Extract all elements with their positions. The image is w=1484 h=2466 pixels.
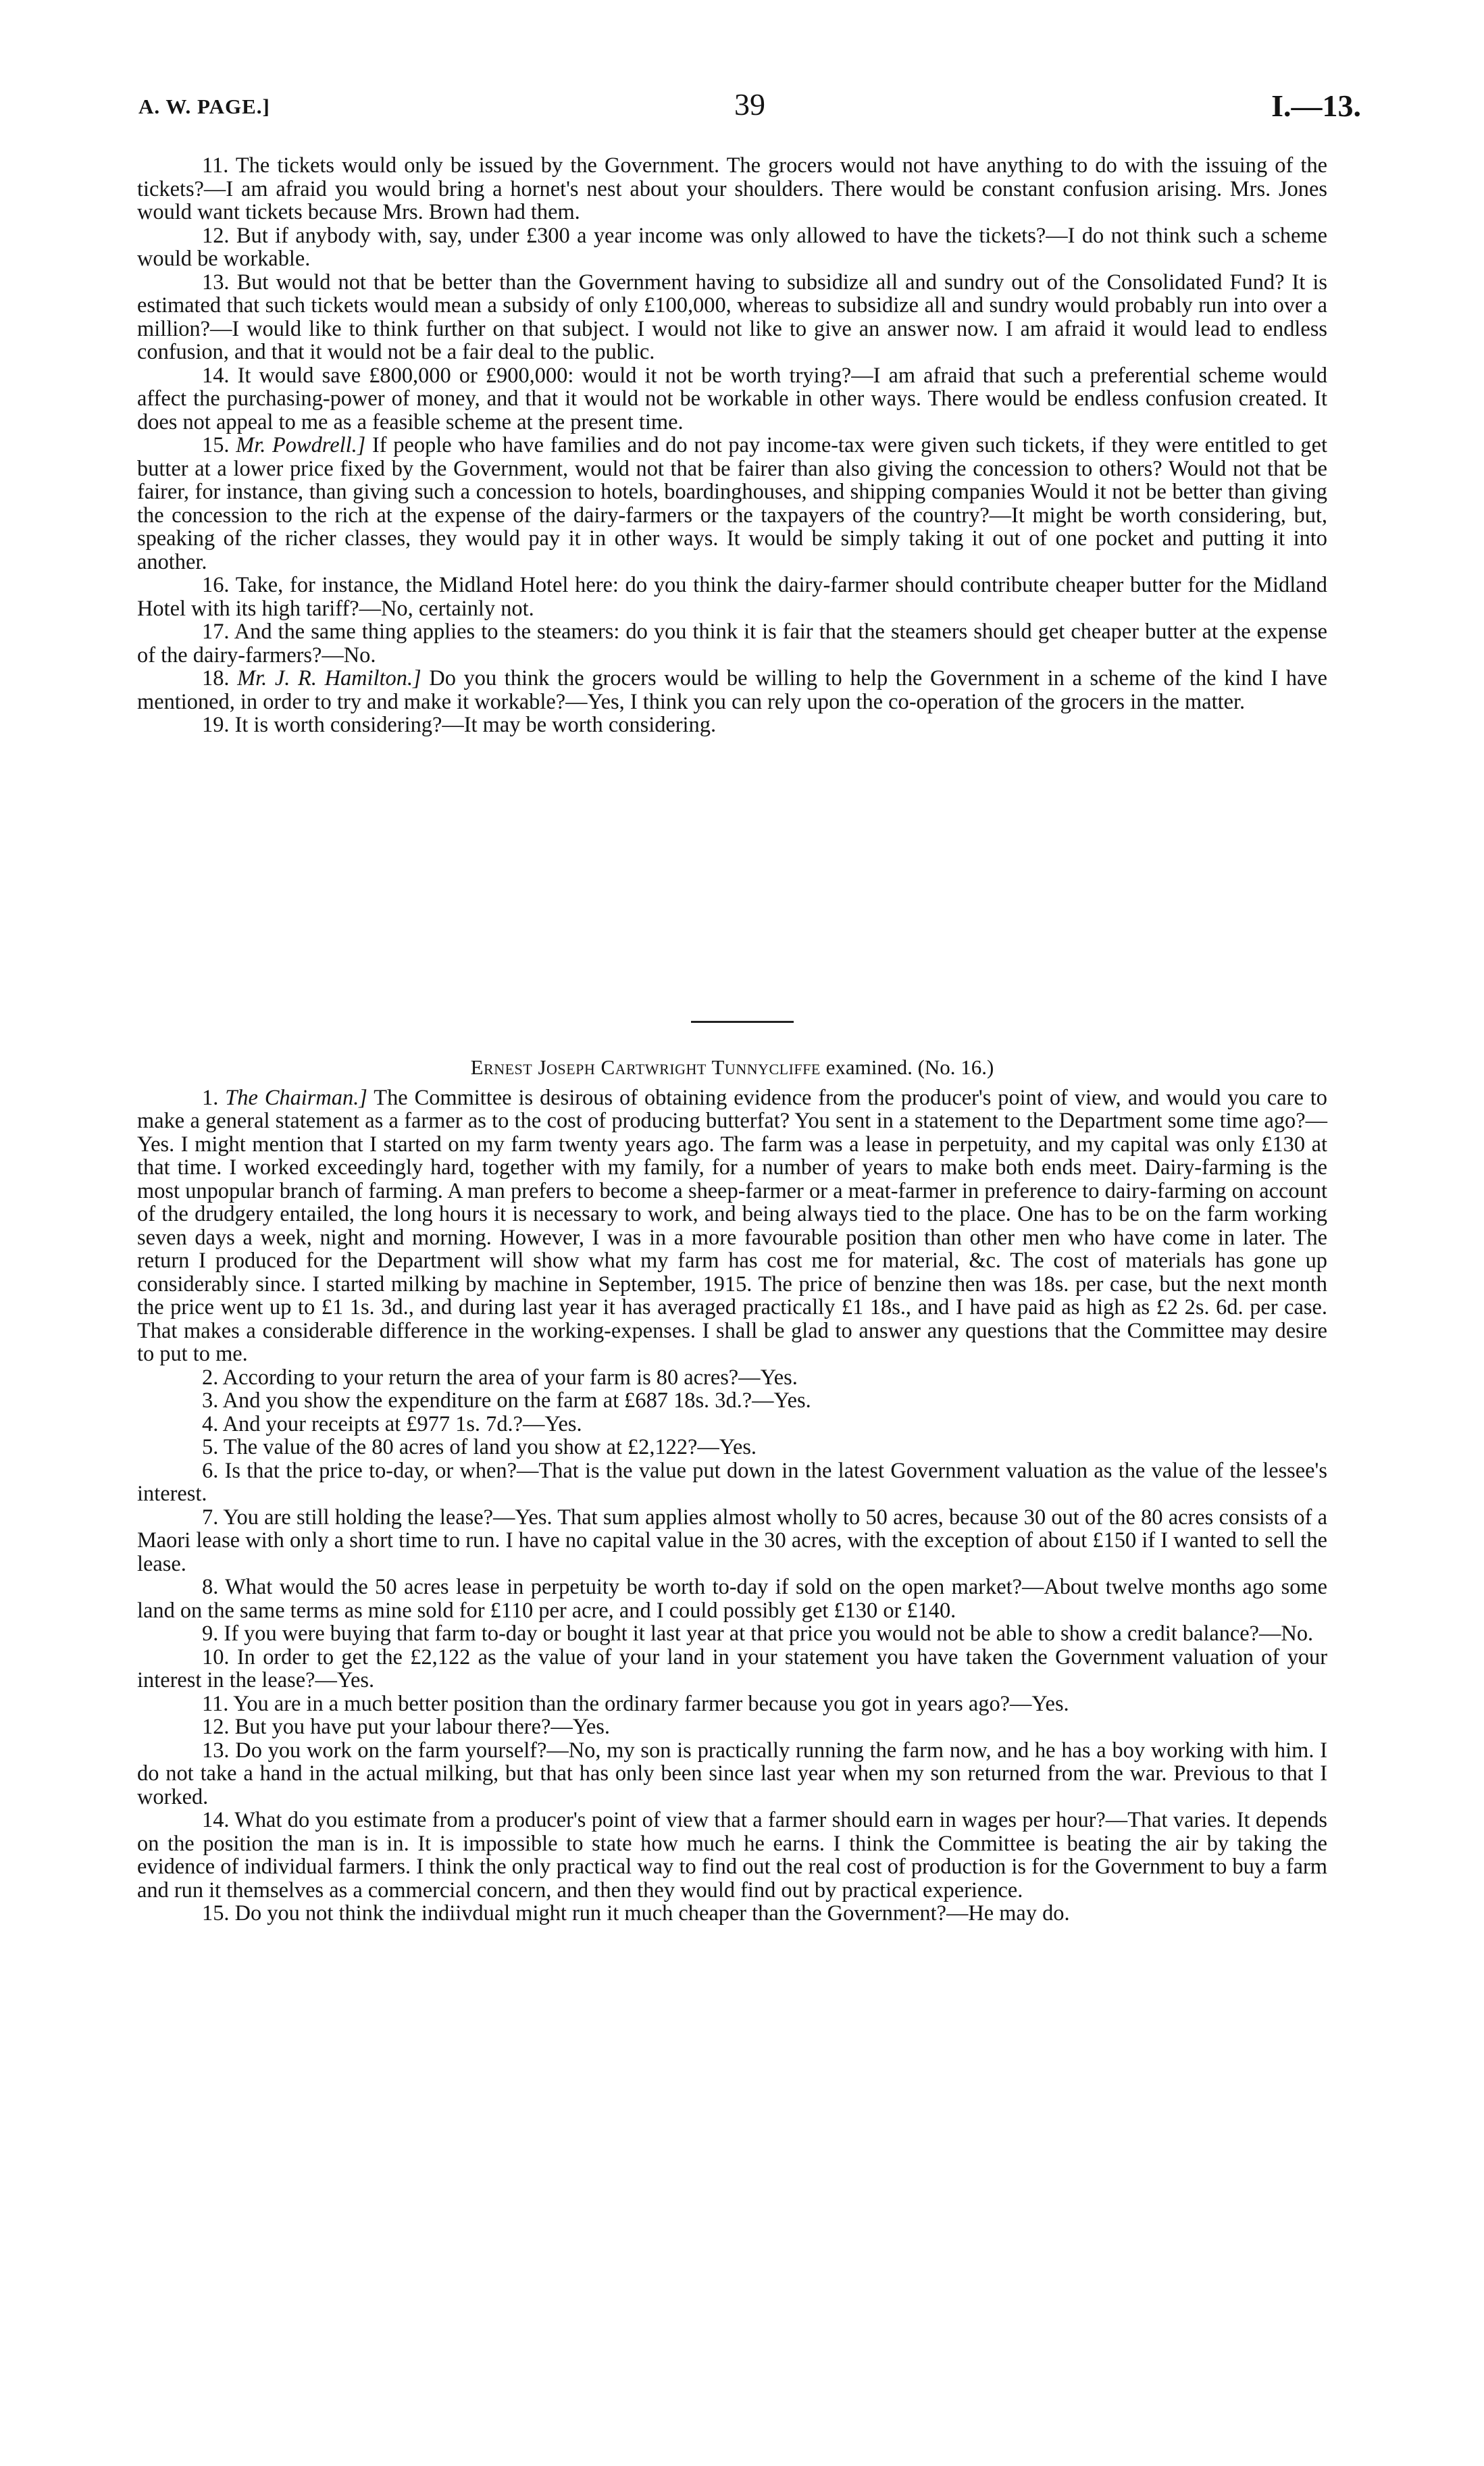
question-paragraph: 12. But you have put your labour there?—Yes. [202,1715,610,1739]
question-paragraph: 12. But if anybody with, say, under £300 a year income was only allowed to have the tickets?—I do not think such a scheme would be workable. [137,223,1327,271]
question-paragraph: 11. You are in a much better position than the ordinary farmer because you got in years ago?—Yes. [202,1691,1069,1716]
section-2-testimony [137,1056,1327,1926]
question-paragraph: 10. In order to get the £2,122 as the value of your land in your statement you have taken the Government valuation of your interest in the lease?—Yes. [137,1644,1327,1692]
question-paragraph: 4. And your receipts at £977 1s. 7d.?—Yes. [202,1411,582,1436]
question-paragraph: 16. Take, for instance, the Midland Hotel here: do you think the dairy-farmer should contribute cheaper butter for the Midland Hotel with its high tariff?—No, certainly not. [137,573,1327,621]
page-header [138,86,1361,127]
question-paragraph: 17. And the same thing applies to the steamers: do you think it is fair that the steamers should get cheaper butter at the expense of the dairy-farmers?—No. [137,620,1328,668]
section-1-testimony [137,154,1327,737]
question-paragraph: 15. Mr. Powdrell.] If people who have families and do not pay income-tax were given such tickets, if they were entitled to get butter at a lower price fixed by the Government, would not that be fairer than also giving the concession to others? Would not that be fairer, for instance, than giving such a concession to hotels, boardinghouses, and shipping companies Would it not be better than giving the concession to the rich at the expense of the dairy-farmers or the taxpayers of the country?—It might be worth considering, but, speaking of the richer classes, they would pay it in other ways. It would be simply taking it out of one pocket and putting it into another. [137,433,1328,574]
question-paragraph: 6. Is that the price to-day, or when?—That is the value put down in the latest Government valuation as the value of the lessee's interest. [137,1458,1327,1506]
speaker-name: The Chairman.] [225,1085,367,1110]
question-paragraph: 1. The Chairman.] The Committee is desirous of obtaining evidence from the producer's point of view, and would you care to make a general statement as a farmer as to the cost of producing butterfat? You sent in a statement to the Department some time ago?—Yes. I might mention that I started on my farm twenty years ago. The farm was a lease in perpetuity, and my capital was only £130 at that time. I worked exceedingly hard, together with my family, for a number of years to make both ends meet. Dairy-farming is the most unpopular branch of farming. A man prefers to become a sheep-farmer or a meat-farmer in preference to dairy-farming on account of the drudgery entailed, the long hours it is necessary to work, and being always tied to the place. One has to be on the farm working seven days a week, night and morning. However, I was in a more favourable position than other men who have come in later. The return I produced for the Department will show what my farm has cost me for material, &c. The cost of materials has gone up considerably since. I started milking by machine in September, 1915. The price of benzine then was 18s. per case, but the next month the price went up to £1 1s. 3d., and during last year it has averaged practically £1 18s., and I have paid as high as £2 2s. 6d. per case. That makes a considerable difference in the working-expenses. I shall be glad to answer any questions that the Committee may desire to put to me. [137,1085,1327,1366]
page-number: 39 [734,87,765,122]
header-witness: A. W. PAGE.] [138,95,270,118]
question-paragraph: 14. It would save £800,000 or £900,000: would it not be worth trying?—I am afraid that such a preferential scheme would affect the purchasing-power of money, and that it would not be workable in other ways. There would be endless confusion created. It does not appeal to me as a feasible scheme at the present time. [137,363,1327,434]
speaker-name: Mr. J. R. Hamilton.] [237,666,421,690]
question-paragraph: 13. But would not that be better than the Government having to subsidize all and sundry out of the Consolidated Fund? It is estimated that such tickets would mean a subsidy of only £100,000, whereas to subsidize all and sundry would probably run into over a million?—I would like to think further on that subject. I would not like to give an answer now. I am afraid it would lead to endless confusion, and that it would not be a fair deal to the public. [137,270,1327,364]
question-paragraph: 3. And you show the expenditure on the farm at £687 18s. 3d.?—Yes. [202,1388,811,1413]
question-paragraph: 18. Mr. J. R. Hamilton.] Do you think the grocers would be willing to help the Government in a scheme of the kind I have mentioned, in order to try and make it workable?—Yes, I think you can rely upon the co-operation of the grocers in the matter. [137,666,1327,714]
section-divider [691,1021,794,1023]
witness-name: Ernest Joseph Cartwright Tunnycliffe [470,1055,821,1079]
question-paragraph: 13. Do you work on the farm yourself?—No, my son is practically running the farm now, and he has a boy working with him. I do not take a hand in the actual milking, but that has only been since last year when my son returned from the war. Previous to that I worked. [137,1738,1327,1809]
question-paragraph: 2. According to your return the area of your farm is 80 acres?—Yes. [202,1365,798,1390]
question-paragraph: 9. If you were buying that farm to-day or bought it last year at that price you would not be able to show a credit balance?—No. [202,1621,1314,1646]
question-paragraph: 8. What would the 50 acres lease in perpetuity be worth to-day if sold on the open market?—About twelve months ago some land on the same terms as mine sold for £110 per acre, and I could possibly get £130 or £140. [137,1575,1327,1623]
question-paragraph: 19. It is worth considering?—It may be worth considering. [202,713,717,737]
speaker-name: Mr. Powdrell.] [236,433,366,457]
question-paragraph: 5. The value of the 80 acres of land you show at £2,122?—Yes. [202,1435,757,1459]
question-paragraph: 15. Do you not think the indiivdual might run it much cheaper than the Government?—He may do. [202,1901,1070,1926]
witness-heading: Ernest Joseph Cartwright Tunnycliffe examined. (No. 16.) [470,1055,994,1079]
paper-reference: I.—13. [1271,89,1361,123]
question-paragraph: 14. What do you estimate from a producer's point of view that a farmer should earn in wages per hour?—That varies. It depends on the position the man is in. It is impossible to state how much he earns. I think the Committee is beating the air by taking the evidence of individual farmers. I think the only practical way to find out the real cost of production is for the Government to buy a farm and run it themselves as a commercial concern, and then they would find out by practical experience. [137,1808,1327,1903]
question-paragraph: 7. You are still holding the lease?—Yes. That sum applies almost wholly to 50 acres, because 30 out of the 80 acres consists of a Maori lease with only a short time to run. I have no capital value in the 30 acres, with the exception of about £150 if I wanted to sell the lease. [137,1505,1327,1576]
question-paragraph: 11. The tickets would only be issued by the Government. The grocers would not have anything to do with the issuing of the tickets?—I am afraid you would bring a hornet's nest about your shoulders. There would be constant confusion arising. Mrs. Jones would want tickets because Mrs. Brown had them. [137,153,1328,224]
